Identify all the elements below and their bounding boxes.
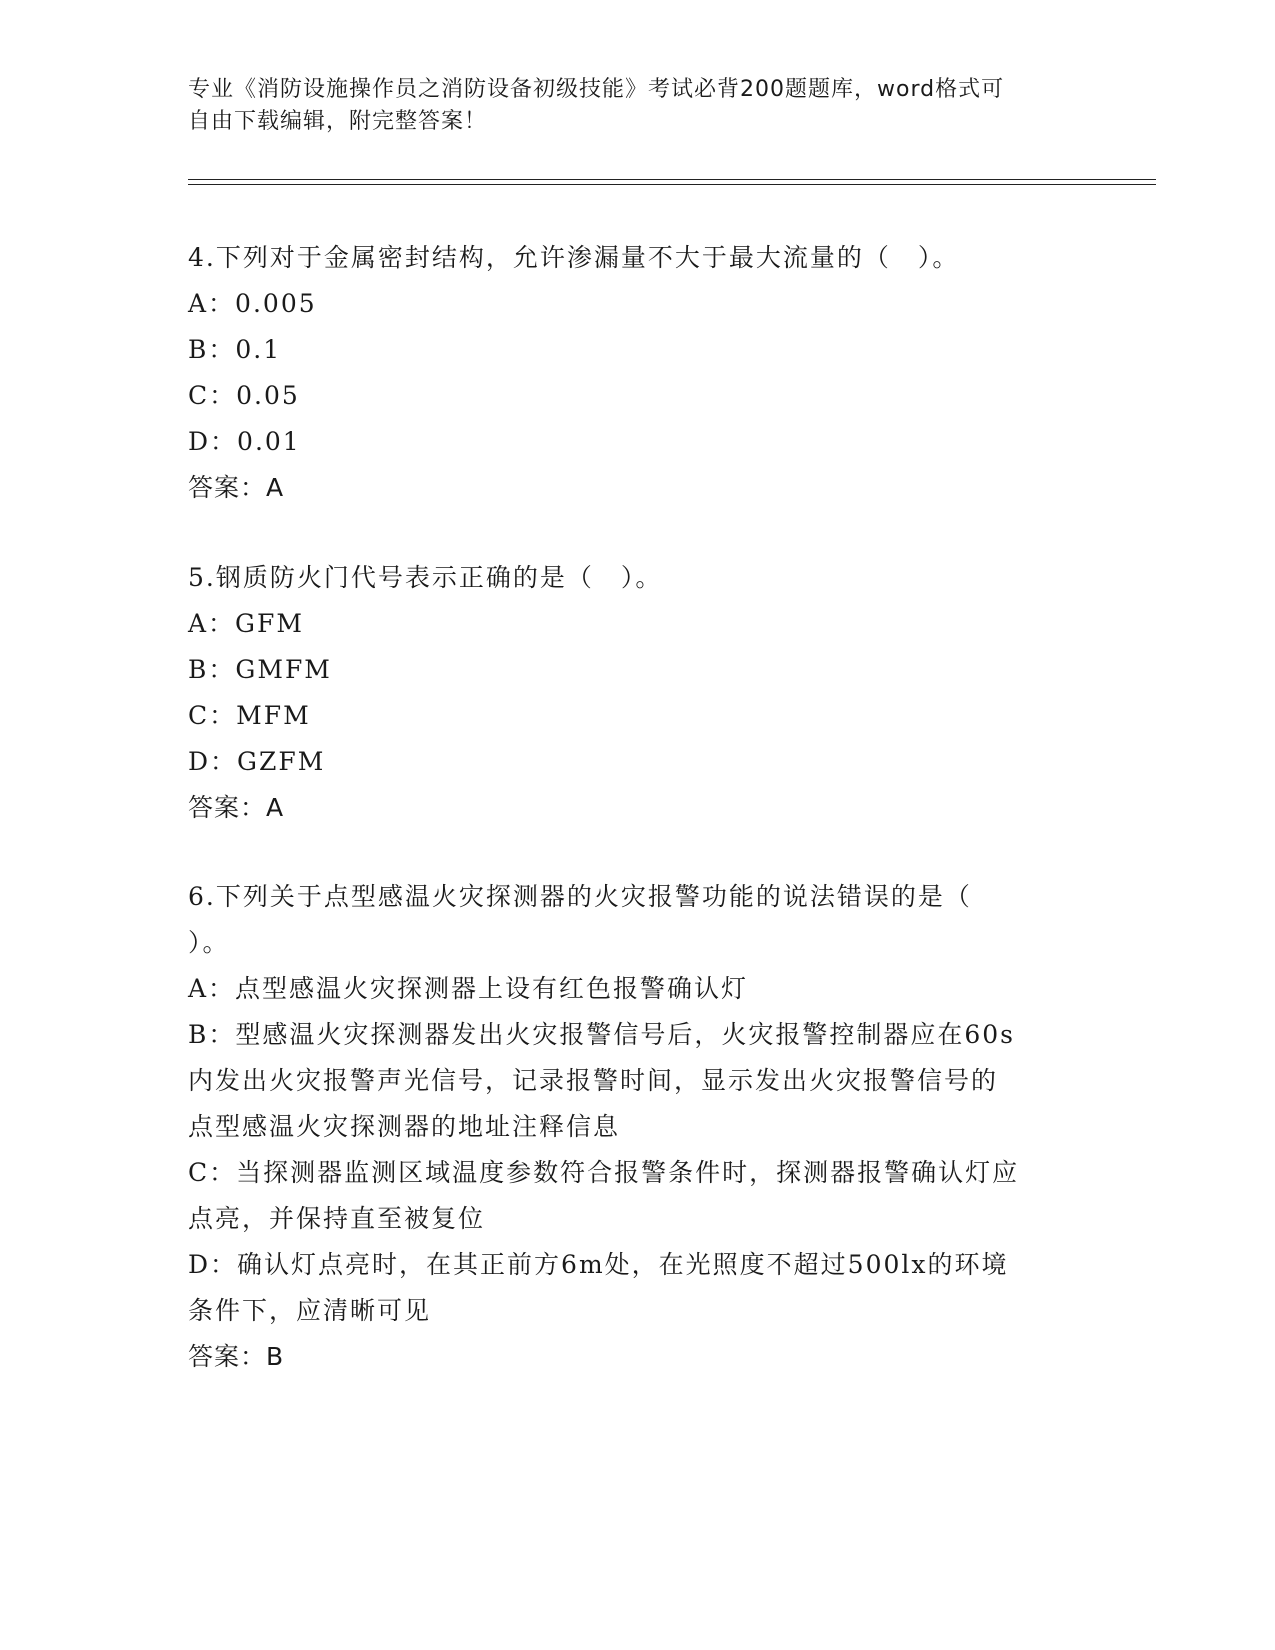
question-stem: ）。 xyxy=(188,928,230,957)
option-c-continued: 点亮，并保持直至被复位 xyxy=(188,1204,486,1233)
header-divider xyxy=(188,184,1156,185)
option-d: D：确认灯点亮时，在其正前方6m处，在光照度不超过500lx的环境 xyxy=(188,1250,1009,1279)
option-b-continued: 点型感温火灾探测器的地址注释信息 xyxy=(188,1112,621,1141)
option-a: A：0.005 xyxy=(188,289,317,318)
question-stem: 6.下列关于点型感温火灾探测器的火灾报警功能的说法错误的是（ xyxy=(188,882,972,911)
option-a: A：GFM xyxy=(188,609,304,638)
answer-line: 答案：A xyxy=(188,793,285,822)
question-stem: 4.下列对于金属密封结构，允许渗漏量不大于最大流量的（ ）。 xyxy=(188,243,960,272)
option-d: D：GZFM xyxy=(188,747,326,776)
header-line: 专业《消防设施操作员之消防设备初级技能》考试必背200题题库，word格式可 xyxy=(188,77,1005,102)
option-c: C：MFM xyxy=(188,701,311,730)
option-b: B：GMFM xyxy=(188,655,332,684)
option-a: A：点型感温火灾探测器上设有红色报警确认灯 xyxy=(188,974,749,1003)
option-c: C：当探测器监测区域温度参数符合报警条件时，探测器报警确认灯应 xyxy=(188,1158,1020,1187)
option-b-continued: 内发出火灾报警声光信号，记录报警时间，显示发出火灾报警信号的 xyxy=(188,1066,999,1095)
question-stem: 5.钢质防火门代号表示正确的是（ ）。 xyxy=(188,563,663,592)
option-b: B：0.1 xyxy=(188,335,282,364)
header-divider xyxy=(188,179,1156,180)
header-line: 自由下载编辑，附完整答案！ xyxy=(188,109,488,134)
answer-line: 答案：B xyxy=(188,1342,285,1371)
question-4 xyxy=(188,235,1088,511)
option-c: C：0.05 xyxy=(188,381,300,410)
document-header xyxy=(188,74,1068,138)
answer-line: 答案：A xyxy=(188,473,285,502)
question-6 xyxy=(188,874,1088,1380)
option-d-continued: 条件下，应清晰可见 xyxy=(188,1296,432,1325)
question-5 xyxy=(188,555,1088,831)
option-b: B：型感温火灾探测器发出火灾报警信号后，火灾报警控制器应在60s xyxy=(188,1020,1016,1049)
option-d: D：0.01 xyxy=(188,427,301,456)
